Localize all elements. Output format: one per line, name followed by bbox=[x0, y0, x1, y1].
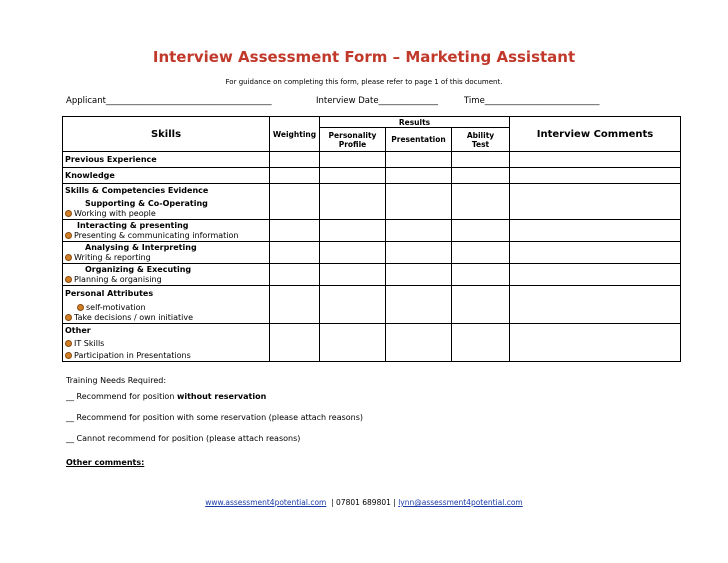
personality-cell[interactable] bbox=[320, 184, 386, 198]
bullet-icon bbox=[77, 304, 84, 311]
time-field[interactable]: Time___________________________ bbox=[464, 96, 600, 106]
row-writing bbox=[63, 253, 270, 264]
bullet-icon bbox=[65, 232, 72, 239]
row-label-supporting: Supporting & Co-Operating bbox=[63, 198, 270, 209]
option-cannot-recommend[interactable]: __ Cannot recommend for position (please attach reasons) bbox=[66, 434, 301, 443]
table-row bbox=[63, 350, 681, 362]
interview-comments-header: Interview Comments bbox=[510, 117, 681, 152]
comments-cell[interactable] bbox=[510, 231, 681, 242]
comments-cell[interactable] bbox=[510, 350, 681, 362]
row-label-self-motivation: self-motivation bbox=[86, 302, 146, 312]
presentation-cell[interactable] bbox=[386, 231, 452, 242]
presentation-cell[interactable] bbox=[386, 275, 452, 286]
row-participation bbox=[63, 350, 270, 362]
ability-cell[interactable] bbox=[452, 231, 510, 242]
ability-cell[interactable] bbox=[452, 253, 510, 264]
ability-cell[interactable] bbox=[452, 168, 510, 184]
table-row bbox=[63, 152, 681, 168]
table-row bbox=[63, 313, 681, 324]
row-label-take-decisions: Take decisions / own initiative bbox=[74, 313, 194, 323]
comments-cell[interactable] bbox=[510, 209, 681, 220]
bullet-icon bbox=[65, 210, 72, 217]
table-row bbox=[63, 275, 681, 286]
weighting-cell[interactable] bbox=[270, 184, 320, 198]
table-row bbox=[63, 302, 681, 313]
weighting-cell[interactable] bbox=[270, 253, 320, 264]
ability-test-header bbox=[452, 128, 510, 152]
website-link[interactable]: www.assessment4potential.com bbox=[205, 498, 327, 507]
table-row bbox=[63, 242, 681, 253]
bullet-icon bbox=[65, 352, 72, 359]
weighting-cell[interactable] bbox=[270, 286, 320, 302]
row-label-planning: Planning & organising bbox=[74, 275, 162, 285]
applicant-field[interactable]: Applicant_______________________________________ bbox=[66, 96, 272, 106]
row-label-personal-attributes: Personal Attributes bbox=[63, 286, 270, 302]
row-label-knowledge: Knowledge bbox=[63, 168, 270, 184]
weighting-cell[interactable] bbox=[270, 209, 320, 220]
personality-cell[interactable] bbox=[320, 168, 386, 184]
table-row bbox=[63, 253, 681, 264]
ability-cell[interactable] bbox=[452, 324, 510, 338]
weighting-cell[interactable] bbox=[270, 350, 320, 362]
form-title: Interview Assessment Form – Marketing Assistant bbox=[152, 48, 576, 66]
personality-profile-header bbox=[320, 128, 386, 152]
table-row bbox=[63, 198, 681, 209]
guidance-note: For guidance on completing this form, please refer to page 1 of this document. bbox=[225, 78, 503, 86]
ability-header-line2: Test bbox=[471, 139, 490, 149]
ability-cell[interactable] bbox=[452, 209, 510, 220]
results-header: Results bbox=[320, 117, 510, 128]
presentation-cell[interactable] bbox=[386, 324, 452, 338]
table-row bbox=[63, 231, 681, 242]
comments-cell[interactable] bbox=[510, 275, 681, 286]
row-presenting bbox=[63, 231, 270, 242]
training-needs-heading: Training Needs Required: bbox=[66, 376, 167, 385]
presentation-header: Presentation bbox=[386, 128, 452, 152]
row-self-motivation bbox=[63, 302, 270, 313]
personality-cell[interactable] bbox=[320, 231, 386, 242]
row-label-it-skills: IT Skills bbox=[74, 339, 105, 348]
row-label-writing: Writing & reporting bbox=[74, 253, 151, 263]
personality-header-line1: Personality bbox=[328, 130, 377, 140]
row-it-skills bbox=[63, 338, 270, 350]
presentation-cell[interactable] bbox=[386, 184, 452, 198]
ability-cell[interactable] bbox=[452, 184, 510, 198]
bullet-icon bbox=[65, 276, 72, 283]
ability-cell[interactable] bbox=[452, 275, 510, 286]
other-comments-label: Other comments: bbox=[66, 458, 145, 467]
bullet-icon bbox=[65, 340, 72, 347]
presentation-cell[interactable] bbox=[386, 350, 452, 362]
weighting-cell[interactable] bbox=[270, 168, 320, 184]
personality-cell[interactable] bbox=[320, 152, 386, 168]
table-row bbox=[63, 338, 681, 350]
email-link[interactable]: lynn@assessment4potential.com bbox=[398, 498, 523, 507]
row-planning bbox=[63, 275, 270, 286]
personality-cell[interactable] bbox=[320, 286, 386, 302]
assessment-table bbox=[62, 116, 681, 362]
option-1-prefix: __ Recommend for position bbox=[66, 392, 177, 401]
option-with-reservation[interactable]: __ Recommend for position with some reservation (please attach reasons) bbox=[66, 413, 364, 422]
weighting-cell[interactable] bbox=[270, 231, 320, 242]
row-working-with-people bbox=[63, 209, 270, 220]
row-label-organizing: Organizing & Executing bbox=[63, 264, 270, 275]
bullet-icon bbox=[65, 314, 72, 321]
presentation-cell[interactable] bbox=[386, 168, 452, 184]
ability-cell[interactable] bbox=[452, 286, 510, 302]
option-1-bold: without reservation bbox=[176, 392, 267, 401]
weighting-cell[interactable] bbox=[270, 275, 320, 286]
row-label-other: Other bbox=[63, 324, 270, 338]
personality-cell[interactable] bbox=[320, 209, 386, 220]
row-label-previous-experience: Previous Experience bbox=[63, 152, 270, 168]
ability-cell[interactable] bbox=[452, 152, 510, 168]
presentation-cell[interactable] bbox=[386, 152, 452, 168]
row-label-presenting: Presenting & communicating information bbox=[74, 231, 239, 241]
table-row bbox=[63, 168, 681, 184]
table-row bbox=[63, 264, 681, 275]
row-label-skills-competencies: Skills & Competencies Evidence bbox=[63, 184, 270, 198]
row-label-working-with-people: Working with people bbox=[74, 209, 156, 219]
personality-cell[interactable] bbox=[320, 324, 386, 338]
table-row bbox=[63, 324, 681, 338]
presentation-cell[interactable] bbox=[386, 286, 452, 302]
option-without-reservation[interactable] bbox=[66, 392, 266, 401]
presentation-cell[interactable] bbox=[386, 209, 452, 220]
row-label-analysing: Analysing & Interpreting bbox=[63, 242, 270, 253]
interview-date-field[interactable]: Interview Date______________ bbox=[316, 96, 439, 106]
personality-cell[interactable] bbox=[320, 275, 386, 286]
comments-cell[interactable] bbox=[510, 286, 681, 302]
personality-cell[interactable] bbox=[320, 313, 386, 324]
row-take-decisions bbox=[63, 313, 270, 324]
row-label-interacting: Interacting & presenting bbox=[63, 220, 270, 231]
comments-cell[interactable] bbox=[510, 313, 681, 324]
comments-cell[interactable] bbox=[510, 253, 681, 264]
weighting-cell[interactable] bbox=[270, 324, 320, 338]
table-row bbox=[63, 209, 681, 220]
bullet-icon bbox=[65, 254, 72, 261]
presentation-cell[interactable] bbox=[386, 313, 452, 324]
weighting-cell[interactable] bbox=[270, 313, 320, 324]
personality-cell[interactable] bbox=[320, 253, 386, 264]
skills-header: Skills bbox=[63, 117, 270, 152]
comments-cell[interactable] bbox=[510, 324, 681, 338]
weighting-header: Weighting bbox=[270, 117, 320, 152]
personality-header-line2: Profile bbox=[338, 139, 367, 149]
weighting-cell[interactable] bbox=[270, 152, 320, 168]
comments-cell[interactable] bbox=[510, 168, 681, 184]
comments-cell[interactable] bbox=[510, 184, 681, 198]
table-row bbox=[63, 220, 681, 231]
personality-cell[interactable] bbox=[320, 350, 386, 362]
table-row bbox=[63, 286, 681, 302]
comments-cell[interactable] bbox=[510, 152, 681, 168]
table-row bbox=[63, 184, 681, 198]
row-label-participation: Participation in Presentations bbox=[74, 350, 191, 360]
ability-cell[interactable] bbox=[452, 350, 510, 362]
ability-cell[interactable] bbox=[452, 313, 510, 324]
ability-header-line1: Ability bbox=[466, 130, 495, 140]
footer-phone: | 07801 689801 | bbox=[326, 498, 399, 507]
presentation-cell[interactable] bbox=[386, 253, 452, 264]
footer bbox=[0, 498, 728, 507]
